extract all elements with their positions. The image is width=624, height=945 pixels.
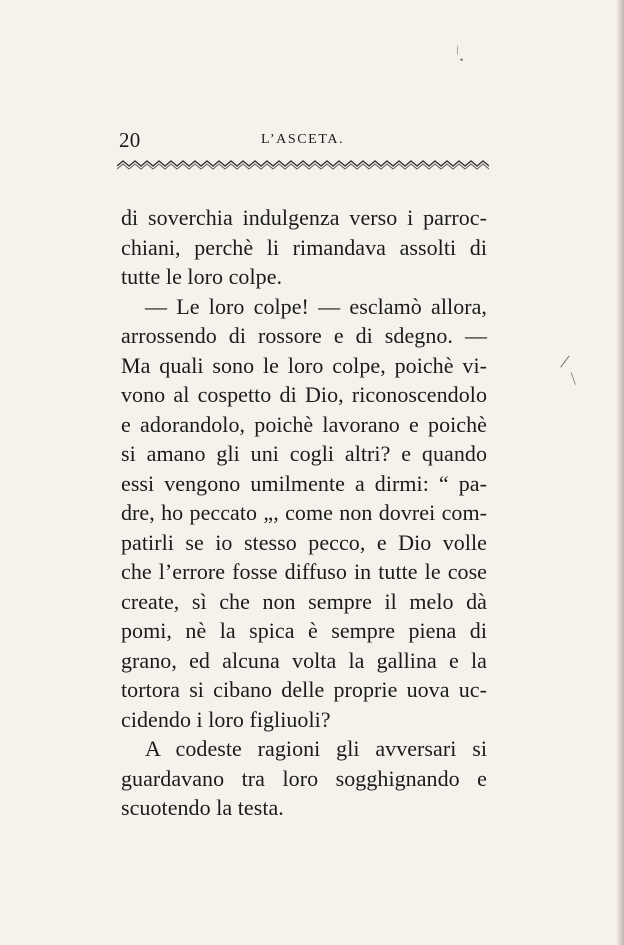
text-line: Ma quali sono le loro colpe, poichè vi- xyxy=(121,352,487,378)
text-line: si amano gli uni cogli altri? e quando xyxy=(121,441,487,466)
page-header xyxy=(119,128,484,152)
text-line: tutte le loro colpe. xyxy=(121,264,283,289)
text-line: dre, ho peccato „, come non dovrei com- xyxy=(121,500,487,525)
text-line: di soverchia indulgenza verso i parroc- xyxy=(121,205,487,230)
text-line: — Le loro colpe! — esclamò allora, xyxy=(145,293,487,319)
text-line: arrossendo di rossore e di sdegno. — xyxy=(121,323,487,348)
text-line: tortora si cibano delle proprie uova uc- xyxy=(121,677,487,702)
running-title: L’ASCETA. xyxy=(261,132,345,147)
margin-pencil-mark: / xyxy=(558,350,571,374)
text-line: guardavano tra loro sogghignando e xyxy=(121,765,487,791)
body-text xyxy=(121,203,487,823)
page-edge-shadow xyxy=(616,0,624,945)
text-line: grano, ed alcuna volta la gallina e la xyxy=(121,647,487,673)
ink-speck-mark: • xyxy=(458,54,465,67)
text-line: create, sì che non sempre il melo dà xyxy=(121,588,487,614)
text-line: cidendo i loro figliuoli? xyxy=(121,706,331,732)
text-line: e adorandolo, poichè lavorano e poichè xyxy=(121,411,487,437)
text-line: scuotendo la testa. xyxy=(121,795,284,820)
page-number: 20 xyxy=(119,128,141,152)
ink-speck-mark: \ xyxy=(453,42,462,58)
text-line: pomi, nè la spica è sempre piena di xyxy=(121,618,487,643)
decorative-rule xyxy=(117,160,489,170)
text-line: patirli se io stesso pecco, e Dio volle xyxy=(121,529,487,555)
text-line: A codeste ragioni gli avversari si xyxy=(145,736,487,761)
text-line: chiani, perchè li rimandava assolti di xyxy=(121,234,487,260)
text-line: vono al cospetto di Dio, riconoscendolo xyxy=(121,382,487,407)
text-line: che l’errore fosse diffuso in tutte le cose xyxy=(121,559,487,584)
text-line: essi vengono umilmente a dirmi: “ pa- xyxy=(121,470,487,496)
margin-pencil-mark: | xyxy=(569,371,578,387)
